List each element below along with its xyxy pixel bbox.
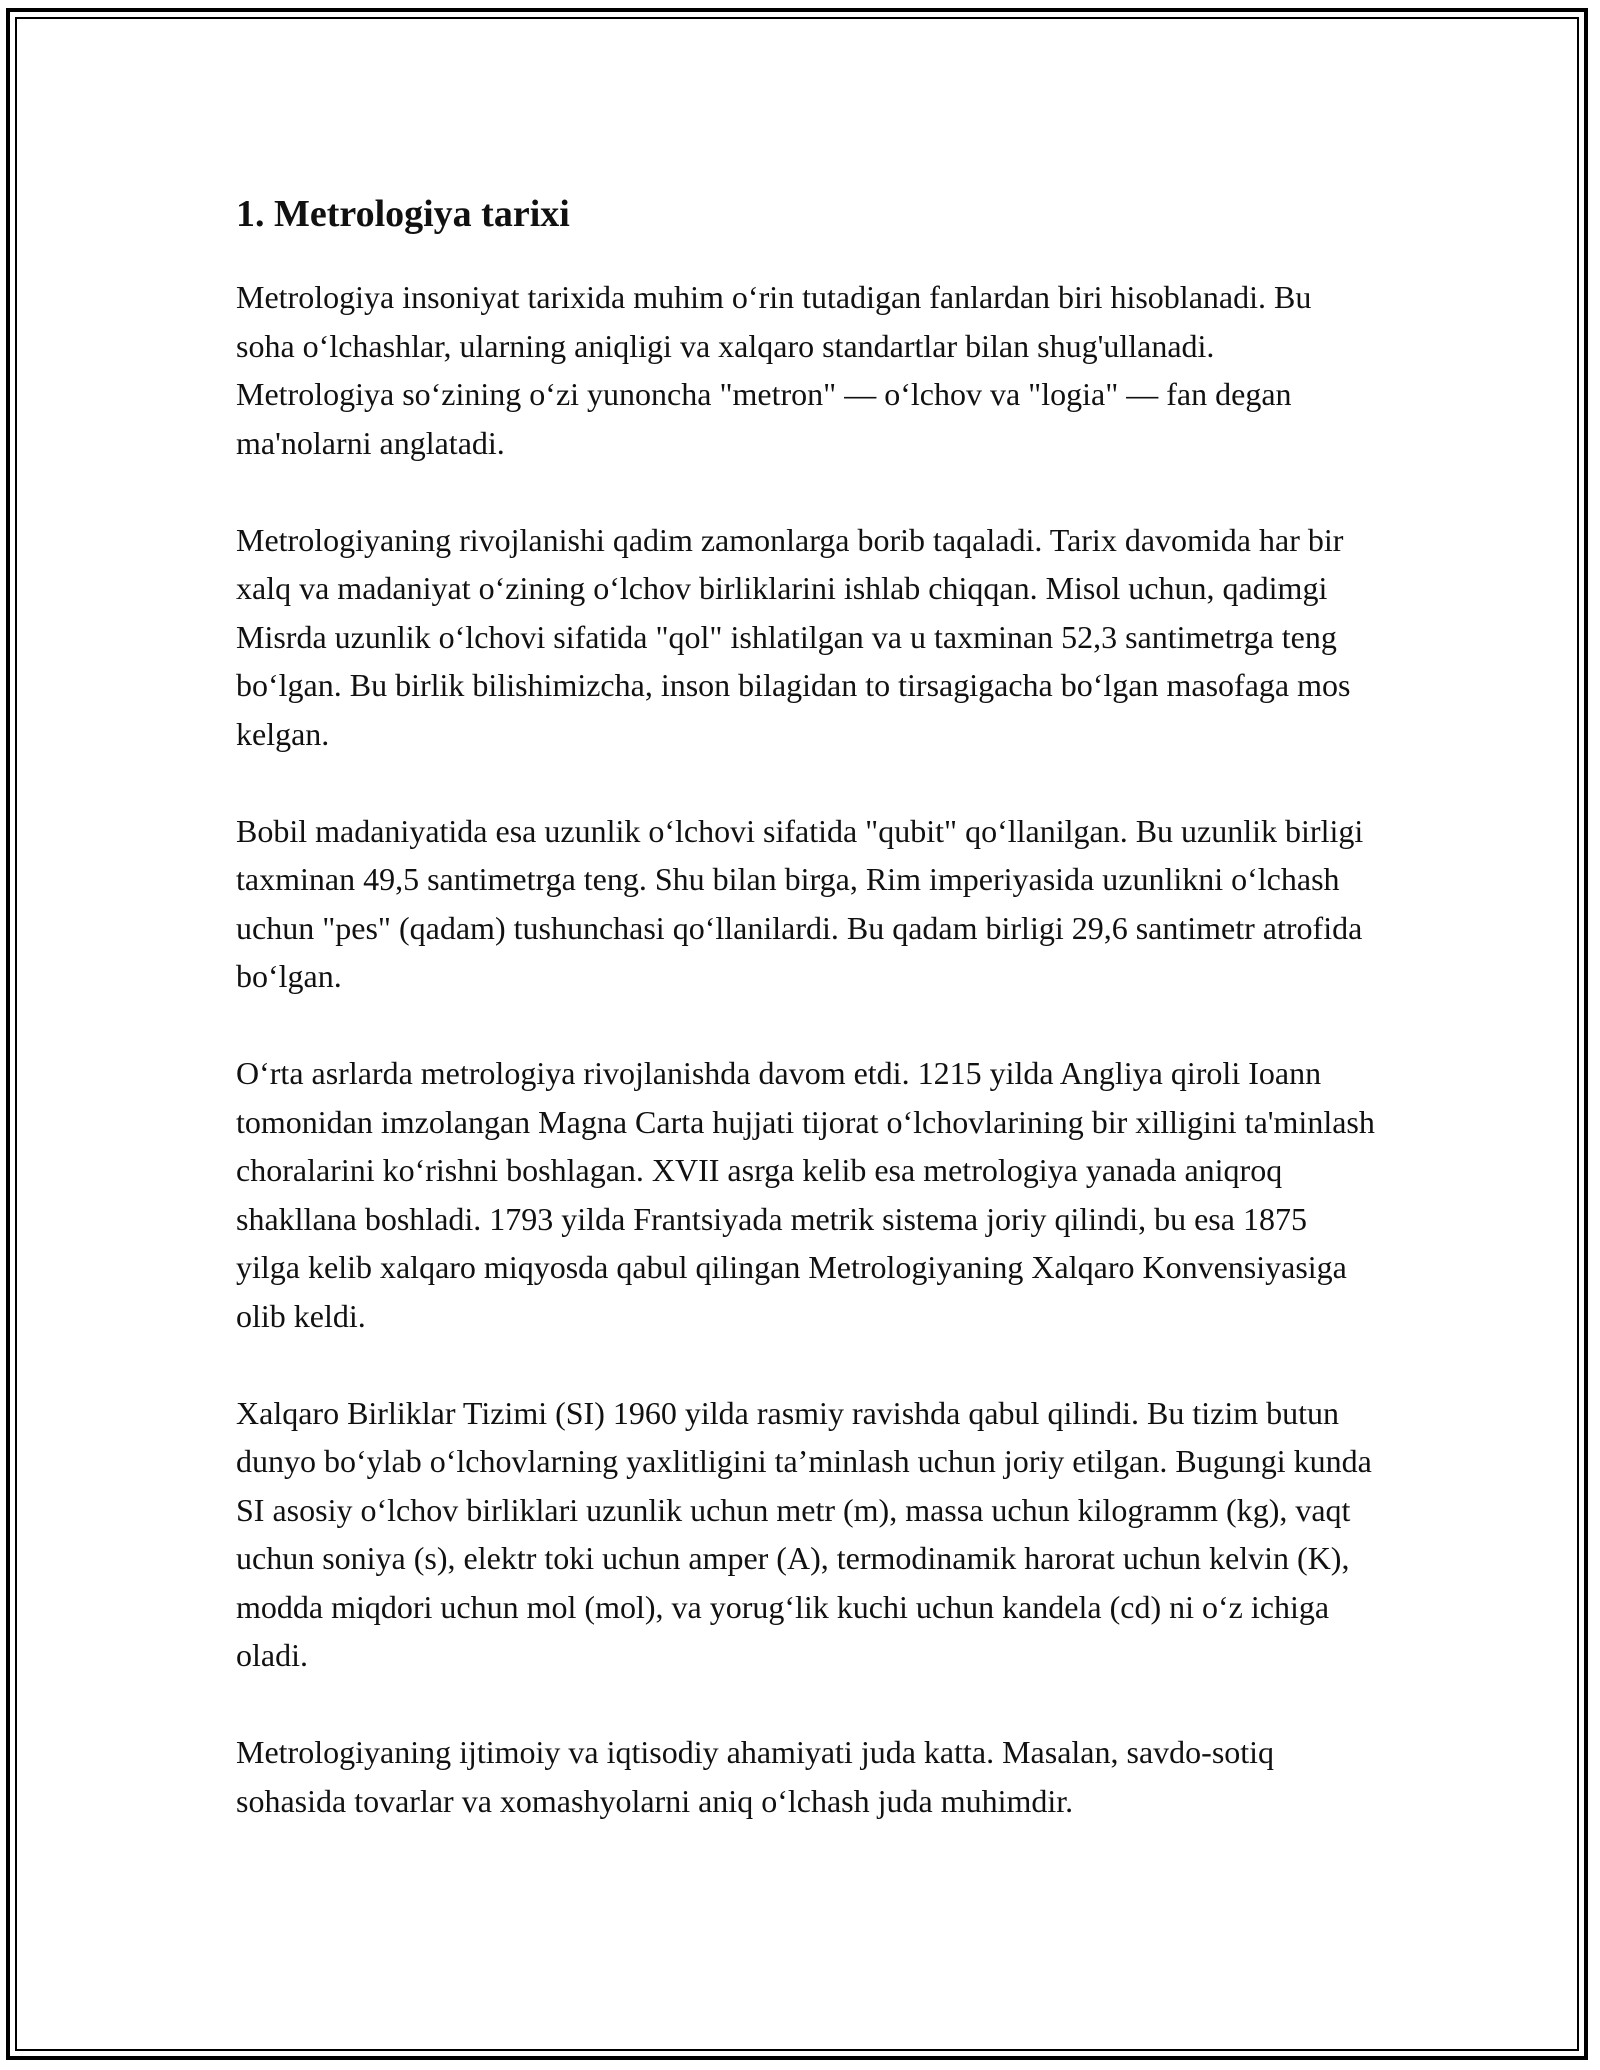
section-heading: 1. Metrologiya tarixi xyxy=(236,193,570,235)
paragraph-socio-economic: Metrologiyaning ijtimoiy va iqtisodiy ahamiyati juda katta. Masalan, savdo-sotiq sohasida tovarlar va xomashyolarni aniq o‘lchash juda muhimdir. xyxy=(236,1734,1275,1819)
paragraph-middle-ages: O‘rta asrlarda metrologiya rivojlanishda davom etdi. 1215 yilda Angliya qiroli Ioann tomonidan imzolangan Magna Carta hujjati tijorat o‘lchovlarining bir xilligini ta'minlash choralarini ko‘rishni boshlagan. XVII asrga kelib esa metrologiya yanada aniqroq shakllana boshladi. 1793 yilda Frantsiyada metrik sistema joriy qilindi, bu esa 1875 yilga kelib xalqaro miqyosda qabul qilingan Metrologiyaning Xalqaro Konvensiyasiga olib keldi. xyxy=(236,1055,1375,1334)
paragraph-si-system: Xalqaro Birliklar Tizimi (SI) 1960 yilda rasmiy ravishda qabul qilindi. Bu tizim butun dunyo bo‘ylab o‘lchovlarning yaxlitligini ta’minlash uchun joriy etilgan. Bugungi kunda SI asosiy o‘lchov birliklari uzunlik uchun metr (m), massa uchun kilogramm (kg), vaqt uchun soniya (s), elektr toki uchun amper (A), termodinamik harorat uchun kelvin (K), modda miqdori uchun mol (mol), va yorug‘lik kuchi uchun kandela (cd) ni o‘z ichiga oladi. xyxy=(236,1394,1372,1673)
document-body xyxy=(236,185,1376,1874)
paragraph-babylon-rome: Bobil madaniyatida esa uzunlik o‘lchovi sifatida "qubit" qo‘llanilgan. Bu uzunlik birligi taxminan 49,5 santimetrga teng. Shu bilan birga, Rim imperiyasida uzunlikni o‘lchash uchun "pes" (qadam) tushunchasi qo‘llanilardi. Bu qadam birligi 29,6 santimetr atrofida bo‘lgan. xyxy=(236,812,1364,994)
paragraph-ancient-history: Metrologiyaning rivojlanishi qadim zamonlarga borib taqaladi. Tarix davomida har bir xalq va madaniyat o‘zining o‘lchov birliklarini ishlab chiqqan. Misol uchun, qadimgi Misrda uzunlik o‘lchovi sifatida "qol" ishlatilgan va u taxminan 52,3 santimetrga teng bo‘lgan. Bu birlik bilishimizcha, inson bilagidan to tirsagigacha bo‘lgan masofaga mos kelgan. xyxy=(236,521,1351,752)
paragraph-intro: Metrologiya insoniyat tarixida muhim o‘rin tutadigan fanlardan biri hisoblanadi. Bu soha o‘lchashlar, ularning aniqligi va xalqaro standartlar bilan shug'ullanadi. Metrologiya so‘zining o‘zi yunoncha "metron" — o‘lchov va "logia" — fan degan ma'nolarni anglatadi. xyxy=(236,279,1312,461)
